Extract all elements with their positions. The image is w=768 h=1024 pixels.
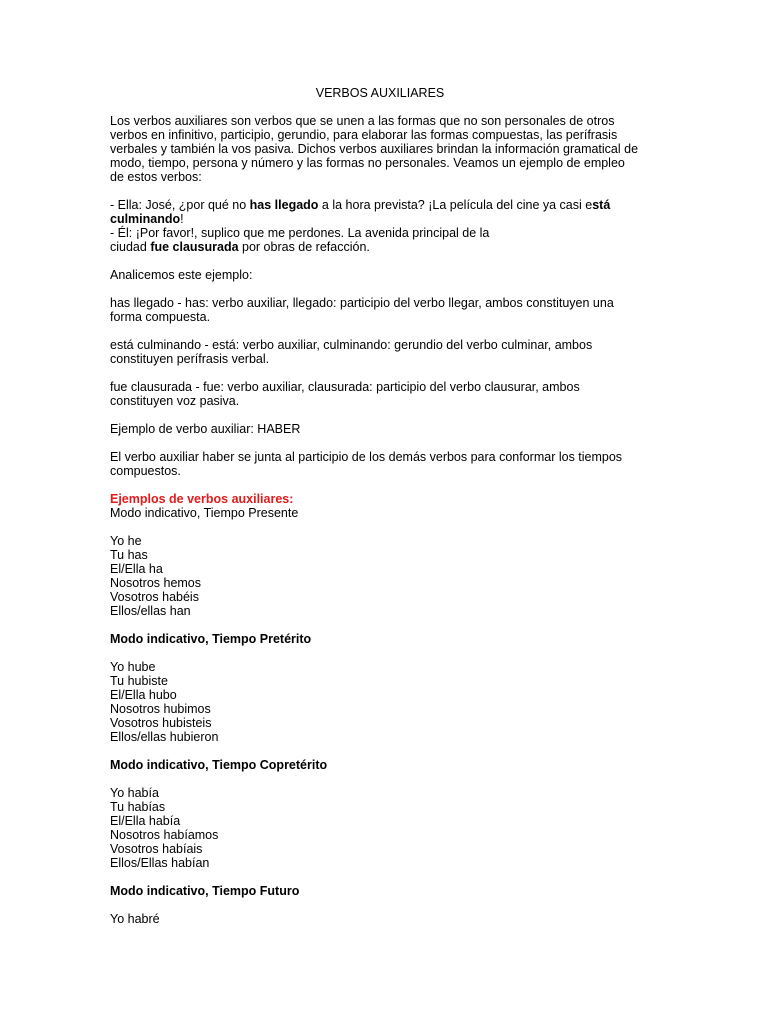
conjugation-list: [110, 660, 650, 744]
haber-line: compuestos.: [110, 464, 181, 478]
document-title: VERBOS AUXILIARES: [315, 86, 445, 100]
dialogue-text: !: [180, 212, 184, 226]
list-item: Yo he: [110, 534, 142, 548]
list-item: Nosotros habíamos: [110, 828, 219, 842]
dialogue-bold: culminando: [110, 212, 181, 226]
intro-line: modo, tiempo, persona y número y las formas no personales. Veamos un ejemplo de empleo: [110, 156, 625, 170]
list-item: Tu habías: [110, 800, 166, 814]
dialogue-line: [110, 212, 650, 226]
analysis-line: has llegado - has: verbo auxiliar, llegado: participio del verbo llegar, ambos constituyen una: [110, 296, 614, 310]
dialogue-line: [110, 198, 650, 212]
analysis-line: forma compuesta.: [110, 310, 211, 324]
list-item: El/Ella ha: [110, 562, 163, 576]
analysis-paragraph: [110, 380, 650, 408]
dialogue-text: - Ella: José, ¿por qué no: [110, 198, 250, 212]
dialogue-text: por obras de refacción.: [238, 240, 370, 254]
haber-example: Ejemplo de verbo auxiliar: HABER: [110, 422, 301, 436]
list-item: Yo habré: [110, 912, 160, 926]
list-item: El/Ella había: [110, 814, 181, 828]
section-subheading: Modo indicativo, Tiempo Presente: [110, 506, 299, 520]
haber-description: [110, 450, 650, 478]
list-item: Yo hube: [110, 660, 156, 674]
list-item: Ellos/ellas hubieron: [110, 730, 219, 744]
dialogue-bold: fue clausurada: [150, 240, 239, 254]
section-heading: Modo indicativo, Tiempo Futuro: [110, 884, 300, 898]
list-item: Nosotros hubimos: [110, 702, 211, 716]
analyze-paragraph: Analicemos este ejemplo:: [110, 268, 253, 282]
section-heading: Modo indicativo, Tiempo Copretérito: [110, 758, 328, 772]
intro-line: Los verbos auxiliares son verbos que se unen a las formas que no son personales de otros: [110, 114, 615, 128]
section-presente: [110, 492, 650, 520]
section-heading: Modo indicativo, Tiempo Pretérito: [110, 632, 312, 646]
dialogue-bold: has llegado: [249, 198, 319, 212]
intro-line: verbos en infinitivo, participio, gerundio, para elaborar las formas compuestas, las perífrasis: [110, 128, 618, 142]
dialogue-line: [110, 240, 650, 254]
analysis-line: constituyen perífrasis verbal.: [110, 352, 270, 366]
dialogue-bold: stá: [592, 198, 611, 212]
haber-line: El verbo auxiliar haber se junta al participio de los demás verbos para conformar los tiempos: [110, 450, 623, 464]
list-item: Ellos/ellas han: [110, 604, 191, 618]
intro-line: de estos verbos:: [110, 170, 202, 184]
list-item: Vosotros habíais: [110, 842, 203, 856]
analysis-line: fue clausurada - fue: verbo auxiliar, clausurada: participio del verbo clausurar, ambos: [110, 380, 580, 394]
list-item: Nosotros hemos: [110, 576, 202, 590]
dialogue-line: - Él: ¡Por favor!, suplico que me perdones. La avenida principal de la: [110, 226, 490, 240]
conjugation-list: [110, 786, 650, 870]
dialogue-paragraph: [110, 198, 650, 254]
list-item: Vosotros hubisteis: [110, 716, 212, 730]
list-item: Tu has: [110, 548, 148, 562]
analysis-line: está culminando - está: verbo auxiliar, culminando: gerundio del verbo culminar, ambos: [110, 338, 593, 352]
list-item: Tu hubiste: [110, 674, 168, 688]
list-item: El/Ella hubo: [110, 688, 177, 702]
document-page: [110, 86, 650, 940]
list-item: Yo había: [110, 786, 159, 800]
examples-heading: Ejemplos de verbos auxiliares:: [110, 492, 294, 506]
analysis-paragraph: [110, 338, 650, 366]
intro-paragraph: [110, 114, 650, 184]
list-item: Vosotros habéis: [110, 590, 199, 604]
intro-line: verbales y también la vos pasiva. Dichos verbos auxiliares brindan la información gramatical de: [110, 142, 639, 156]
list-item: Ellos/Ellas habían: [110, 856, 210, 870]
dialogue-text: a la hora prevista? ¡La película del cine ya casi e: [318, 198, 593, 212]
conjugation-list: [110, 534, 650, 618]
analysis-line: constituyen voz pasiva.: [110, 394, 240, 408]
analysis-paragraph: [110, 296, 650, 324]
conjugation-list: [110, 912, 650, 926]
dialogue-text: ciudad: [110, 240, 151, 254]
